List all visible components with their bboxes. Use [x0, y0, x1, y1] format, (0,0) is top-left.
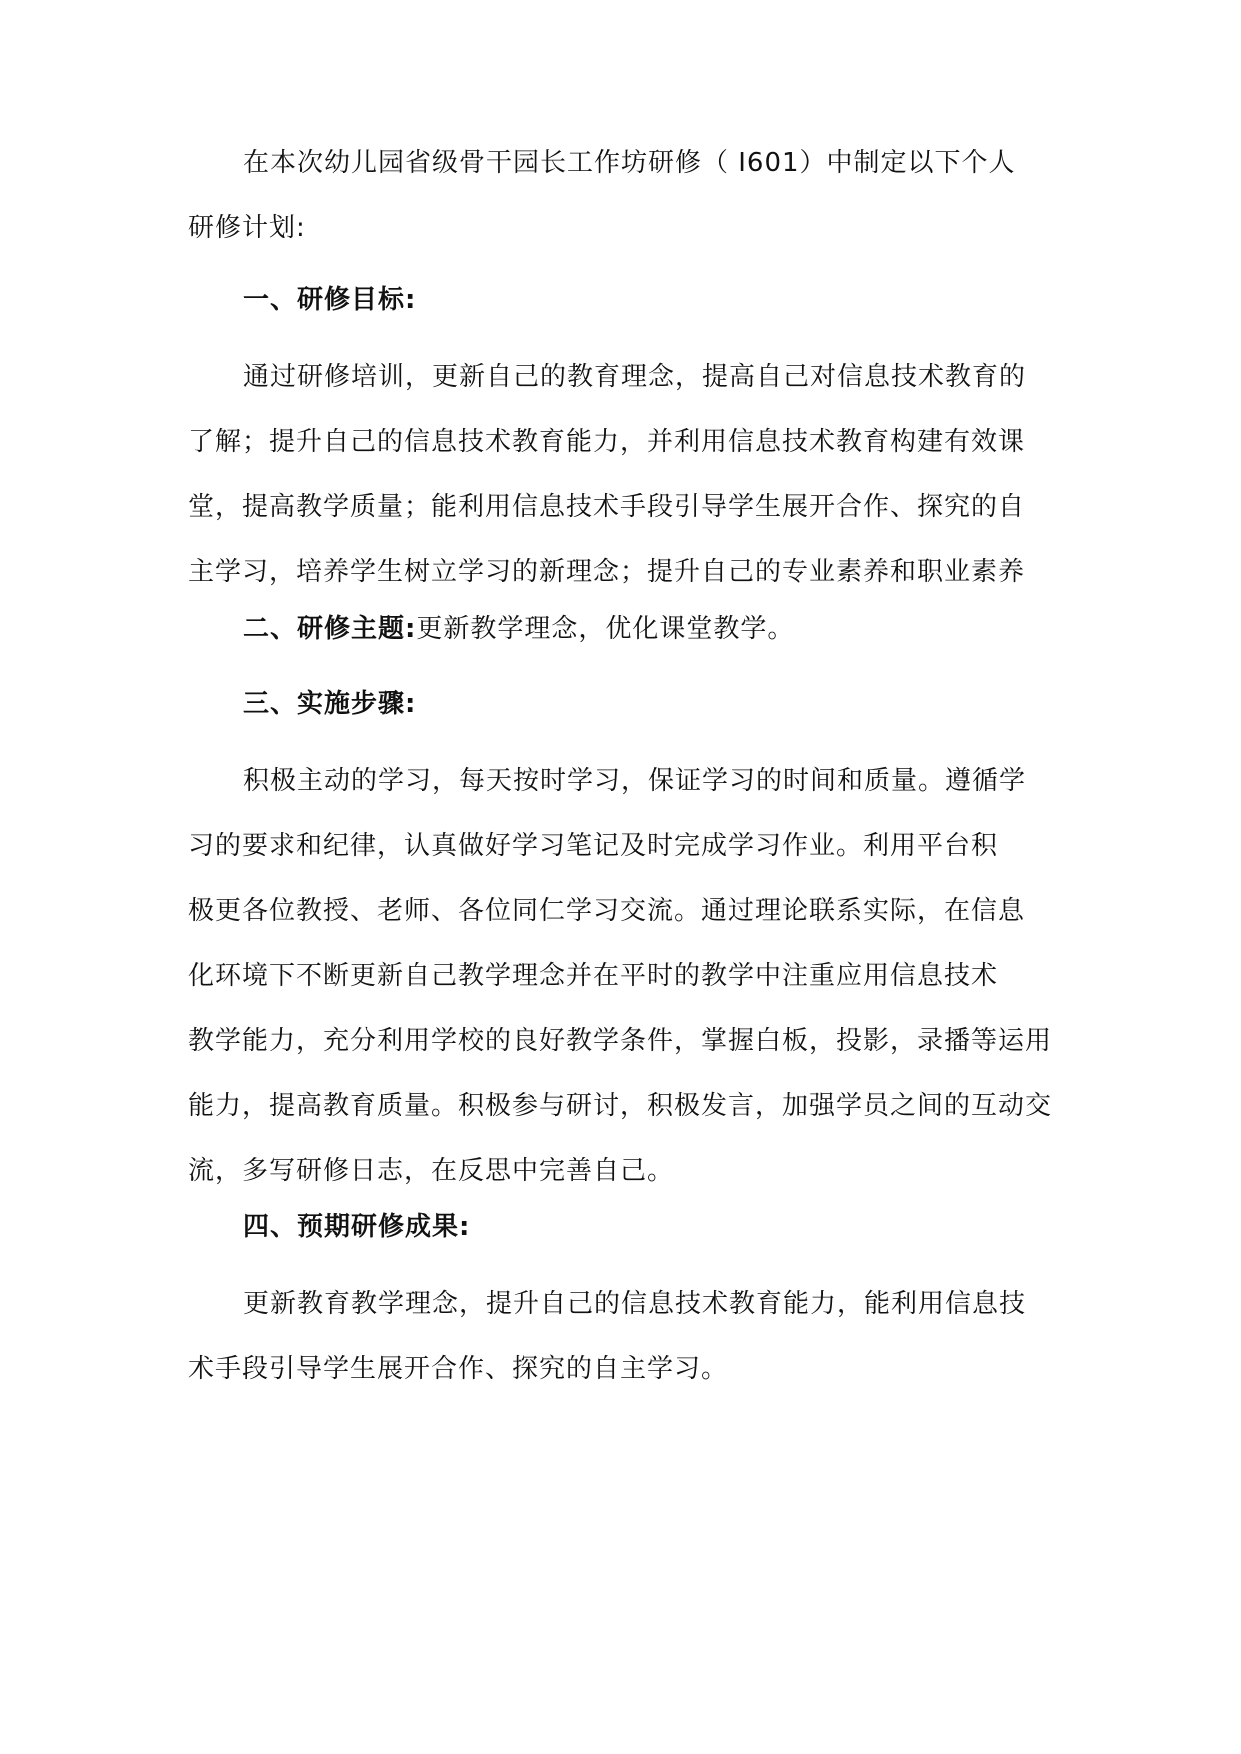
section-3-line-7: 流，多写研修日志，在反思中完善自己。: [188, 1156, 675, 1186]
section-3-heading-row: [188, 672, 1088, 737]
section-1-heading-row: [188, 268, 1088, 333]
section-4-heading-row: [188, 1195, 1088, 1260]
section-2-text: 更新教学理念，优化课堂教学。: [416, 614, 795, 644]
section-3-paragraph: [188, 749, 1088, 1204]
section-1-line-2: 了解；提升自己的信息技术教育能力，并利用信息技术教育构建有效课: [188, 427, 1026, 457]
section-2-heading-row: [188, 597, 1088, 662]
section-3-heading: 三、实施步骤:: [243, 689, 417, 719]
section-4-paragraph: [188, 1272, 1088, 1402]
section-1-line-3: 堂，提高教学质量；能利用信息技术手段引导学生展开合作、探究的自: [188, 492, 1026, 522]
section-3-line-6: 能力，提高教育质量。积极参与研讨，积极发言，加强学员之间的互动交: [188, 1091, 1053, 1121]
intro-line-1: 在本次幼儿园省级骨干园长工作坊研修（ I601）中制定以下个人: [243, 148, 1016, 178]
intro-paragraph: [188, 131, 1088, 261]
section-3-line-5: 教学能力，充分利用学校的良好教学条件，掌握白板，投影，录播等运用: [188, 1026, 1053, 1056]
section-4-line-2: 术手段引导学生展开合作、探究的自主学习。: [188, 1354, 729, 1384]
intro-line-2: 研修计划:: [188, 213, 306, 243]
section-3-line-3: 极更各位教授、老师、各位同仁学习交流。通过理论联系实际，在信息: [188, 896, 1026, 926]
section-2-heading: 二、研修主题:: [243, 614, 417, 644]
section-4-line-1: 更新教育教学理念，提升自己的信息技术教育能力，能利用信息技: [243, 1289, 1027, 1319]
section-1-heading: 一、研修目标:: [243, 285, 417, 315]
section-3-line-2: 习的要求和纪律，认真做好学习笔记及时完成学习作业。利用平台积: [188, 831, 999, 861]
section-4-heading: 四、预期研修成果:: [243, 1212, 471, 1242]
section-1-line-1: 通过研修培训，更新自己的教育理念，提高自己对信息技术教育的: [243, 362, 1027, 392]
section-1-paragraph: [188, 345, 1088, 605]
section-3-line-4: 化环境下不断更新自己教学理念并在平时的教学中注重应用信息技术: [188, 961, 999, 991]
section-1-line-4: 主学习，培养学生树立学习的新理念；提升自己的专业素养和职业素养: [188, 557, 1026, 587]
section-3-line-1: 积极主动的学习，每天按时学习，保证学习的时间和质量。遵循学: [243, 766, 1027, 796]
